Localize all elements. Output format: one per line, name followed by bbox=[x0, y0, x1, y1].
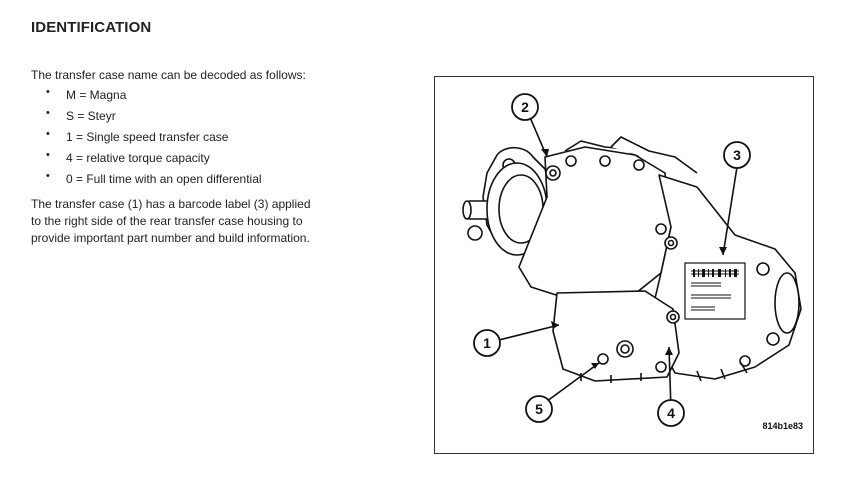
barcode-paragraph: The transfer case (1) has a barcode label (3) applied to the right side of the rear transfer case housing to provide important part number and build information. bbox=[31, 197, 311, 245]
list-item-text: 4 = relative torque capacity bbox=[66, 151, 210, 165]
barcode-label bbox=[685, 263, 745, 319]
callout-2-label: 2 bbox=[521, 99, 529, 115]
list-item-text: S = Steyr bbox=[66, 109, 116, 123]
list-item-text: 0 = Full time with an open differential bbox=[66, 172, 262, 186]
bullet-icon: • bbox=[46, 86, 50, 98]
transfer-case-figure bbox=[434, 76, 814, 454]
figure-id: 814b1e83 bbox=[762, 421, 803, 431]
callout-5-label: 5 bbox=[535, 401, 543, 417]
callout-4-label: 4 bbox=[667, 405, 675, 421]
callout-1-label: 1 bbox=[483, 335, 491, 351]
list-item bbox=[31, 150, 262, 171]
housing-bolt-icon bbox=[600, 156, 610, 166]
decode-list bbox=[31, 87, 262, 192]
list-item bbox=[31, 129, 262, 150]
list-item bbox=[31, 108, 262, 129]
callout-3-label: 3 bbox=[733, 147, 741, 163]
bullet-icon: • bbox=[46, 128, 50, 140]
transfer-case-illustration bbox=[435, 77, 813, 453]
page-heading: IDENTIFICATION bbox=[31, 19, 152, 36]
flange-bolt-icon bbox=[468, 226, 482, 240]
housing-bolt-icon bbox=[656, 362, 666, 372]
housing-bolt-icon bbox=[634, 160, 644, 170]
bullet-icon: • bbox=[46, 170, 50, 182]
list-item-text: 1 = Single speed transfer case bbox=[66, 130, 229, 144]
housing-bolt-icon bbox=[757, 263, 769, 275]
housing-bolt-icon bbox=[566, 156, 576, 166]
list-item bbox=[31, 171, 262, 192]
list-item bbox=[31, 87, 262, 108]
bullet-icon: • bbox=[46, 107, 50, 119]
housing-bolt-icon bbox=[656, 224, 666, 234]
housing-bolt-icon bbox=[767, 333, 779, 345]
housing-bolt-icon bbox=[598, 354, 608, 364]
intro-text: The transfer case name can be decoded as follows: bbox=[31, 68, 306, 82]
list-item-text: M = Magna bbox=[66, 88, 127, 102]
bullet-icon: • bbox=[46, 149, 50, 161]
